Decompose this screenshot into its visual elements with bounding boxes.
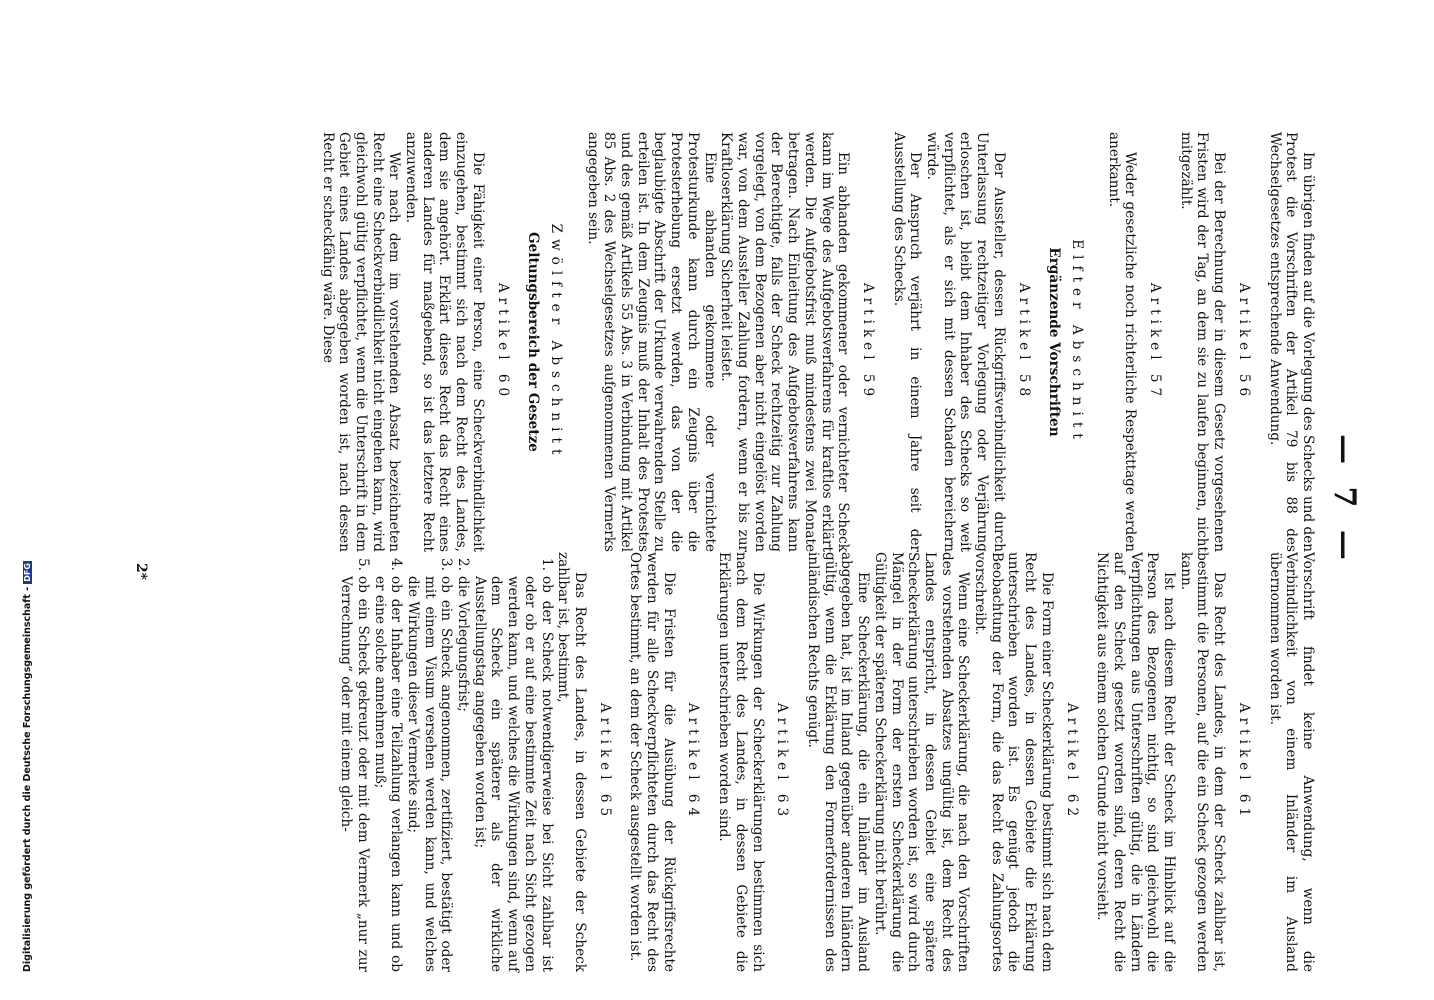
list-item-number: 4. [388,558,405,571]
article-heading: Artikel 59 [859,282,876,402]
digitization-credit-text: Digitalisierung gefördert durch die Deutsche Forschungsgemeinschaft - [22,586,33,972]
article-paragraph: Eine Scheckerklärung, die ein Inländer im Ausland abgegeben hat, ist im Inland gegenüber anderen Inländern gültig, wenn die Erklärung den Formerfordernissen des inländischen Rechts genügt. [805,552,872,972]
signature-mark: 2* [133,562,149,580]
article-paragraph: Die Wirkungen der Scheckerklärungen bestimmen sich nach dem Recht des Landes, in dessen Gebiete die Erklärungen unterschrieben worden sind. [716,552,766,972]
list-item-number: 5. [354,558,371,571]
article-paragraph: Wer nach dem im vorstehenden Absatz bezeichneten Recht eine Scheckverbindlichkeit nicht eingehen kann, wird gleichwohl gültig verpflichtet, wenn die Unterschrift in dem Gebiet eines Landes abgegeben worden ist, nach dessen Recht er scheckfähig wäre. Diese [319,132,403,552]
article-paragraph: Der Anspruch verjährt in einem Jahre seit der Ausstellung des Schecks. [890,132,924,552]
list-item-text: die Vorlegungsfrist; [455,576,472,712]
right-opening-text: Vorschrift findet keine Anwendung, wenn die Verbindlichkeit von einem Inländer im Ausland übernommen worden ist. [1266,552,1316,972]
article-paragraph: Bei der Berechnung der in diesem Gesetz vorgesehenen Fristen wird der Tag, an dem sie zu laufen beginnen, nicht mitgezählt. [1177,132,1228,552]
article-paragraph: Der Aussteller, dessen Rückgriffsverbindlichkeit durch Unterlassung rechtzeitiger Vorlegung oder Verjährung erloschen ist, bleibt dem Inhaber des Schecks so weit verpflichtet, als er sich mit dessen Schaden bereichern würde. [924,132,1007,552]
article-heading: Artikel 63 [774,702,791,822]
article-paragraph: Die Fähigkeit einer Person, eine Scheckverbindlichkeit einzugehen, bestimmt sich nach dem Recht des Landes, dem sie angehört. Erklärt dieses Recht das Recht eines anderen Landes für maßgebend, so ist das letztere Recht anzuwenden. [403,132,486,552]
article-heading: Artikel 56 [1235,282,1252,402]
list-item [404,552,454,972]
article-paragraph: Weder gesetzliche noch richterliche Respekttage werden anerkannt. [1105,132,1139,552]
right-column-blocks [337,552,1251,972]
page-number: — 7 — [1327,434,1362,566]
section-subtitle: Geltungsbereich der Gesetze [525,232,542,452]
article-paragraph: Das Recht des Landes, in dem der Scheck zahlbar ist, bestimmt die Personen, auf die ein Scheck gezogen werden kann. [1177,552,1228,972]
right-column [337,552,1316,972]
article-paragraph: Wenn eine Scheckerklärung, die nach den Vorschriften des vorstehenden Absatzes ungültig ist, dem Recht des Landes entspricht, in dessen Gebiet eine spätere Scheckerklärung unterschrieben worden ist, so wird durch Mängel in der Form der ersten Scheckerklärung die Gültigkeit der späteren Scheckerklärung nicht berührt. [871,552,972,972]
left-opening-text: Im übrigen finden auf die Vorlegung des Schecks und den Protest die Vorschriften der Artikel 79 bis 88 des Wechselgesetzes entsprechende Anwendung. [1266,132,1316,552]
article-heading: Artikel 57 [1147,282,1164,402]
list-item-number: 1. [538,558,555,571]
list-item-text: ob der Scheck notwendigerweise bei Sicht zahlbar ist oder ob er auf eine bestimmte Zeit nach Sicht gezogen werden kann, und welches die Wirkungen sind, wenn auf dem Scheck ein späterer als der wirkliche Ausstellungstag angegeben worden ist; [471,576,555,972]
list-item [471,552,555,972]
digitization-credit [22,0,36,972]
article-heading: Artikel 65 [596,702,613,822]
article-paragraph: Die Fristen für die Ausübung der Rückgriffsrechte werden für alle Scheckverpflichteten durch das Recht des Ortes bestimmt, an dem der Scheck ausgestellt worden ist. [627,552,677,972]
article-paragraph: Eine abhanden gekommene oder vernichtete Protesturkunde kann durch ein Zeugnis über die Protesterhebung ersetzt werden, das von der die beglaubigte Abschrift der Urkunde verwahrenden Stelle zu erteilen ist. In dem Zeugnis muß der Inhalt des Protestes und des gemäß Artikels 55 Abs. 3 in Verbindung mit Artikel 85 Abs. 2 des Wechselgesetzes aufgenommenen Vermerks angegeben sein. [584,132,718,552]
list-item [337,552,370,972]
list-item-number: 3. [438,558,455,571]
left-column [319,132,1316,552]
section-subtitle: Ergänzende Vorschriften [1046,247,1063,437]
article-paragraph: Das Recht des Landes, in dessen Gebiete der Scheck zahlbar ist, bestimmt, [555,552,588,972]
article-heading: Artikel 62 [1063,702,1080,822]
article-paragraph: Ist nach diesem Recht der Scheck im Hinblick auf die Person des Bezogenen nichtig, so sind gleichwohl die Verpflichtungen aus Unterschriften gültig, die in Ländern auf den Scheck gesetzt worden sind, deren Recht die Nichtigkeit aus einem solchen Grunde nicht vorsieht. [1094,552,1178,972]
section-title: Zwölfter Abschnitt [547,223,564,461]
section-title: Elfter Abschnitt [1068,239,1085,445]
list-item-text: ob ein Scheck angenommen, zertifiziert, bestätigt oder mit einem Visum versehen werden kann, und welches die Wirkungen dieser Vermerke sind; [404,576,455,972]
dfg-logo: DFG [23,563,32,582]
left-column-blocks [319,132,1252,552]
list-item-text: ob der Inhaber eine Teilzahlung verlangen kann und ob er eine solche annehmen muß; [371,576,405,972]
article-heading: Artikel 64 [685,702,702,822]
list-item-text: ob ein Scheck gekreuzt oder mit dem Vermerk „nur zur Verrechnung“ oder mit einem gleich- [338,576,371,972]
list-item-number: 2. [455,558,472,571]
list-item [371,552,404,972]
article-heading: Artikel 61 [1235,702,1252,822]
article-heading: Artikel 60 [494,282,511,402]
article-paragraph: Die Form einer Scheckerklärung bestimmt sich nach dem Recht des Landes, in dessen Gebiete die Erklärung unterschrieben worden ist. Es genügt jedoch die Beobachtung der Form, die das Recht des Zahlungsortes vorschreibt. [972,552,1055,972]
list-item [454,552,471,972]
article-paragraph: Ein abhanden gekommener oder vernichteter Scheck kann im Wege des Aufgebotsverfahrens für kraftlos erklärt werden. Die Aufgebotsfrist muß mindestens zwei Monate betragen. Nach Einleitung des Aufgebotsverfahrens kann der Berechtigte, falls der Scheck rechtzeitig zur Zahlung vorgelegt, von dem Bezogenen aber nicht eingelöst worden war, von dem Aussteller Zahlung fordern, wenn er bis zur Kraftloserklärung Sicherheit leistet. [718,132,852,552]
article-heading: Artikel 58 [1015,282,1032,402]
